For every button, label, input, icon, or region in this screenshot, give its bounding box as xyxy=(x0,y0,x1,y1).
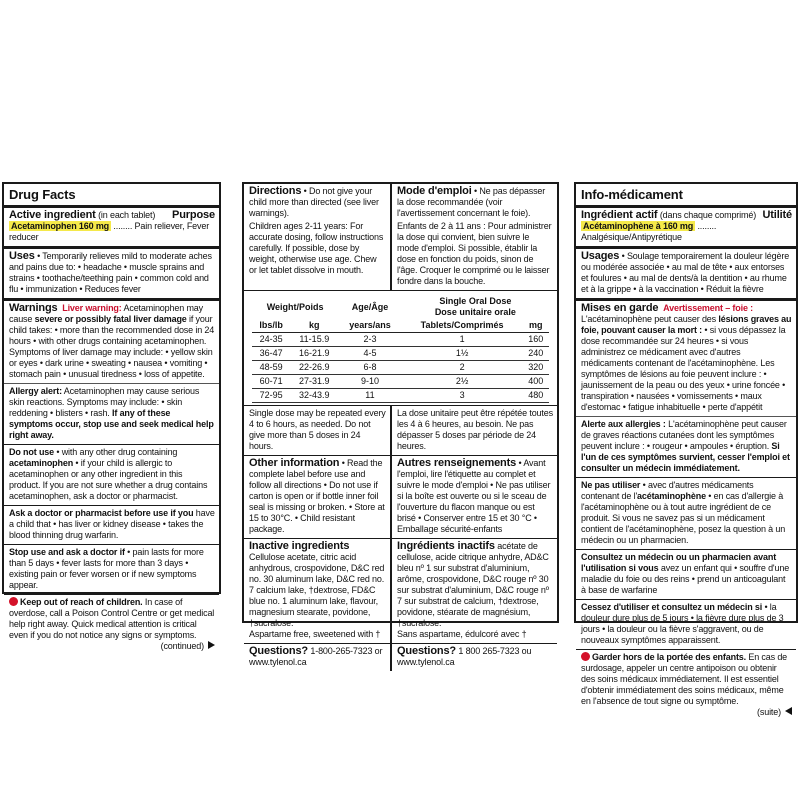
cell: 72-95 xyxy=(252,389,290,403)
other-info-section xyxy=(244,456,390,539)
do-not-use-heading: Do not use xyxy=(9,447,54,457)
do-not-use-text-fr: • avec d'autres médicaments contenant de l' xyxy=(581,480,754,501)
inactifs-heading: Ingrédients inactifs xyxy=(397,540,495,552)
cell: 22-26.9 xyxy=(290,361,338,375)
header-weight: Weight/Poids xyxy=(266,301,324,312)
panel-title: Drug Facts xyxy=(4,184,219,208)
cell: 32-43.9 xyxy=(290,389,338,403)
cell: 27-31.9 xyxy=(290,375,338,389)
uses-text-fr: • Soulage temporairement la douleur légère ou modérée associée • au mal de tête • aux entorses et foulures • au mal de dents/à la dentition • au rhume et à la grippe • à la vaccination • Réduit la fièvre xyxy=(581,251,790,294)
active-ingredient-section-fr xyxy=(576,208,796,249)
cell: 480 xyxy=(522,389,549,403)
directions-text: • Do not give your child more than directed (see liver warnings). xyxy=(249,186,379,218)
col-tablets: Tablets/Comprimés xyxy=(402,319,523,333)
questions-heading-fr: Questions? xyxy=(397,645,457,657)
header-age: Age/Âge xyxy=(351,301,389,312)
warnings-bold: severe or possibly fatal liver damage xyxy=(34,314,187,324)
mode-emploi-text: • Ne pas dépasser la dose recommandée (voir l'avertissement concernant le foie). xyxy=(397,186,546,218)
uses-text: • Temporarily relieves mild to moderate aches and pains due to: • headache • muscle sprains and strains • toothache/teething pain • common cold and flu • immunization • Reduces fever xyxy=(9,251,212,294)
ingredient-highlight-fr: Acétaminophène à 160 mg xyxy=(583,221,694,231)
warnings-text-fr: L'acétaminophène peut causer des xyxy=(581,314,719,324)
allergy-text-fr: L'acétaminophène peut causer de graves réactions cutanées dont les symptômes peuvent inclure : • rougeur • ampoules • éruption. xyxy=(581,419,787,451)
active-heading: Active ingredient xyxy=(9,209,96,221)
active-sub-fr: (dans chaque comprimé) xyxy=(659,210,757,220)
allergy-bold-fr: Si l'un de ces symptômes survient, cesser l'emploi et consulter un médecin immédiatement. xyxy=(581,441,790,473)
table-row xyxy=(252,347,549,361)
dosing-table xyxy=(252,295,549,403)
inactifs-text: acétate de cellulose, acide citrique anhydre, AD&C bleu nº 1 sur substrat d'aluminium, arôme, crospovidone, D&C rouge nº 30 sur substrat d'aluminium, D&C rouge nº 7 sur substrat de calcium, †dextrose, povidone, stéarate de magnésium, †sucralose. xyxy=(397,541,549,628)
repeat-dose-fr: La dose unitaire peut être répétée toutes les 4 à 6 heures, au besoin. Ne pas dépasser 5 doses par période de 24 heures. xyxy=(392,406,557,456)
allergy-text: Acetaminophen may cause serious skin reactions. Symptoms may include: • skin reddening • blisters • rash. xyxy=(9,386,200,418)
questions-text-fr: 1 800 265-7323 ou www.tylenol.ca xyxy=(397,646,532,667)
cell: 160 xyxy=(522,333,549,347)
questions-heading: Questions? xyxy=(249,645,309,657)
warnings-text: Acetaminophen may cause xyxy=(9,303,203,324)
drug-facts-panel xyxy=(2,182,221,651)
allergy-section xyxy=(4,384,219,445)
cell: 240 xyxy=(522,347,549,361)
purpose-label-fr: Utilité xyxy=(762,209,792,221)
do-not-use-text: • with any other drug containing xyxy=(54,447,178,457)
keep-out-section xyxy=(4,595,219,655)
stop-use-text: • pain lasts for more than 5 days • fever lasts for more than 3 days • existing pain or fever worsen or if new symptoms appear. xyxy=(9,547,204,590)
purpose-label: Purpose xyxy=(172,209,215,221)
purpose-text-fr: ........ Analgésique/Antipyrétique xyxy=(581,221,717,242)
cell: 2-3 xyxy=(338,333,401,347)
do-not-use-bold-fr: acétaminophène xyxy=(637,491,706,501)
mode-emploi-heading: Mode d'emploi xyxy=(397,185,472,197)
table-row xyxy=(252,333,549,347)
ingredient-highlight: Acetaminophen 160 mg xyxy=(11,221,110,231)
keep-out-heading-fr: Garder hors de la portée des enfants. xyxy=(592,652,746,662)
col-years: years/ans xyxy=(338,319,401,333)
cell: 4-5 xyxy=(338,347,401,361)
stop-use-heading-fr: Cessez d'utiliser et consultez un médecin si xyxy=(581,602,763,612)
mode-emploi-section xyxy=(392,184,557,290)
keep-out-section-fr xyxy=(576,650,796,721)
uses-heading-fr: Usages xyxy=(581,250,620,262)
warnings-heading: Warnings xyxy=(9,302,58,314)
stop-dot-icon xyxy=(581,652,590,661)
uses-section xyxy=(4,249,219,301)
ask-doctor-heading: Ask a doctor or pharmacist before use if you xyxy=(9,508,194,518)
cell: 3 xyxy=(402,389,523,403)
warnings-bold-fr: lésions graves au foie, pouvant causer la mort : xyxy=(581,314,792,335)
cell: 24-35 xyxy=(252,333,290,347)
col-kg: kg xyxy=(290,319,338,333)
questions-en-section xyxy=(244,644,390,671)
header-dose-fr: Dose unitaire orale xyxy=(434,307,516,317)
inactive-heading: Inactive ingredients xyxy=(249,540,350,552)
table-row xyxy=(252,375,549,389)
warnings-heading-fr: Mises en garde xyxy=(581,302,659,314)
do-not-use-bold: acetaminophen xyxy=(9,458,74,468)
uses-heading: Uses xyxy=(9,250,35,262)
active-ingredient-section xyxy=(4,208,219,249)
liver-warning-label-fr: Avertissement – foie : xyxy=(663,303,753,313)
autres-text: • Avant l'emploi, lire l'étiquette au complet et suivre le mode d'emploi • Ne pas utiliser si la boîte est ouverte ou si le sceau de l'ouverture du flacon manque ou est brisé • Conserver entre 15 et 30 °C • Emballage sécurité-enfants xyxy=(397,458,551,534)
keep-out-text: In case of overdose, call a Poison Control Centre or get medical help right away. Quick medical attention is critical even if you do not notice any signs or symptoms. xyxy=(9,597,215,640)
table-row xyxy=(252,389,549,403)
header-dose-en: Single Oral Dose xyxy=(439,296,512,306)
continued-label-fr: (suite) xyxy=(757,707,781,717)
warnings-text-2: if your child takes: • more than the recommended dose in 24 hours • with other drugs containing acetaminophen. Symptoms of liver damage may include: • yellow skin or eyes • dark urine • sweating • nausea • vomiting • stomach pain • unusual tiredness • loss of appetite. xyxy=(9,314,215,379)
stop-use-heading: Stop use and ask a doctor if xyxy=(9,547,125,557)
cell: 36-47 xyxy=(252,347,290,361)
allergy-bold: If any of these symptoms occur, stop use and seek medical help right away. xyxy=(9,408,214,440)
purpose-text: ........ Pain reliever, Fever reducer xyxy=(9,221,210,242)
ask-doctor-text-fr: avez un enfant qui • souffre d'une maladie du foie ou des reins • prend un anticoagulant à base de warfarine xyxy=(581,563,790,595)
warnings-section xyxy=(4,301,219,384)
mode-emploi-text-2: Enfants de 2 à 11 ans : Pour administrer la dose qui convient, bien suivre le mode d'emploi. Si possible, établir la dose en fonction du poids, sinon de l'âge. Croquer le comprimé ou le laisser fondre dans la bouche. xyxy=(397,221,552,286)
do-not-use-text-2: • if your child is allergic to acetaminophen or any other ingredient in this product. If you are not sure whether a drug contains acetaminophen, ask a doctor or pharmacist. xyxy=(9,458,208,501)
directions-heading: Directions xyxy=(249,185,302,197)
arrow-right-icon xyxy=(208,641,215,649)
col-mg: mg xyxy=(522,319,549,333)
cell: 2½ xyxy=(402,375,523,389)
repeat-dose-en: Single dose may be repeated every 4 to 6 hours, as needed. Do not give more than 5 doses in 24 hours. xyxy=(244,406,390,456)
dosing-table-wrap xyxy=(244,290,557,406)
do-not-use-heading-fr: Ne pas utiliser xyxy=(581,480,641,490)
active-heading-fr: Ingrédient actif xyxy=(581,209,658,221)
do-not-use-section-fr xyxy=(576,478,796,550)
inactive-text-2: Aspartame free, sweetened with † xyxy=(249,629,381,639)
cell: 1 xyxy=(402,333,523,347)
col-lbs: lbs/lb xyxy=(252,319,290,333)
inactive-text: Cellulose acetate, citric acid anhydrous, crospovidone, D&C red no. 30 aluminum lake, D&C red no. 7 calcium lake, †dextrose, FD&C blue no. 1 aluminum lake, flavour, magnesium stearate, povidone, †sucralose. xyxy=(249,552,385,628)
stop-dot-icon xyxy=(9,597,18,606)
panel-title-fr: Info-médicament xyxy=(576,184,796,208)
cell: 6-8 xyxy=(338,361,401,375)
stop-use-section xyxy=(4,545,219,595)
cell: 2 xyxy=(402,361,523,375)
active-sub: (in each tablet) xyxy=(98,210,156,220)
cell: 1½ xyxy=(402,347,523,361)
uses-section-fr xyxy=(576,249,796,301)
cell: 11-15.9 xyxy=(290,333,338,347)
stop-use-section-fr xyxy=(576,600,796,650)
continued-label: (continued) xyxy=(160,641,204,651)
ask-doctor-section-fr xyxy=(576,550,796,600)
autres-heading: Autres renseignements xyxy=(397,457,517,469)
ask-doctor-text: have a child that • has liver or kidney disease • takes the blood thinning drug warfarin. xyxy=(9,508,215,540)
stop-use-text-fr: • la douleur dure plus de 5 jours • la fièvre dure plus de 3 jours • la douleur ou la fièvre s'aggravent, ou de nouveaux symptômes apparaissent. xyxy=(581,602,784,645)
cell: 60-71 xyxy=(252,375,290,389)
autres-section xyxy=(392,456,557,539)
allergy-heading: Allergy alert: xyxy=(9,386,62,396)
keep-out-heading: Keep out of reach of children. xyxy=(20,597,143,607)
do-not-use-section xyxy=(4,445,219,506)
warnings-section-fr xyxy=(576,301,796,417)
cell: 9-10 xyxy=(338,375,401,389)
questions-text: 1-800-265-7323 or www.tylenol.ca xyxy=(249,646,383,667)
directions-panel xyxy=(242,182,559,667)
other-info-text: • Read the complete label before use and follow all directions • Do not use if carton is open or if bottle inner foil seal is missing or broken. • Store at 15 to 30°C. • Child resistant package. xyxy=(249,458,385,534)
info-medicament-panel xyxy=(574,182,798,717)
cell: 11 xyxy=(338,389,401,403)
inactive-section xyxy=(244,539,390,644)
cell: 400 xyxy=(522,375,549,389)
allergy-heading-fr: Alerte aux allergies : xyxy=(581,419,666,429)
other-info-heading: Other information xyxy=(249,457,340,469)
ask-doctor-section xyxy=(4,506,219,545)
directions-text-2: Children ages 2-11 years: For accurate dosing, follow instructions carefully. If possible, dose by weight, otherwise use age. Chew or let tablet dissolve in mouth. xyxy=(249,221,384,275)
cell: 16-21.9 xyxy=(290,347,338,361)
do-not-use-text-2-fr: • en cas d'allergie à l'acétaminophène ou à tout autre ingrédient de ce produit. Si vous ne savez pas si un médicament contient de l'acétaminophène, posez la question à un médecin ou un pharmacien. xyxy=(581,491,786,545)
ask-doctor-heading-fr: Consultez un médecin ou un pharmacien avant l'utilisation si vous xyxy=(581,552,777,573)
liver-warning-label: Liver warning: xyxy=(62,303,122,313)
cell: 48-59 xyxy=(252,361,290,375)
questions-fr-section xyxy=(392,644,557,671)
keep-out-text-fr: En cas de surdosage, appeler un centre antipoison ou obtenir des soins médicaux immédiatement. Il est essentiel d'obtenir immédiatement des soins médicaux, même en l'absence de tout signe ou symptôme. xyxy=(581,652,788,706)
directions-section xyxy=(244,184,390,279)
warnings-text-2-fr: • si vous dépassez la dose recommandée sur 24 heures • si vous administrez ce médicament avec d'autres médicaments contenant de l'acétaminophène. Les symptômes de lésions au foie peuvent inclure : • jaunissement de la peau ou des yeux • urine foncée • transpiration • nausées • vomissements • maux d'estomac • fatigue inhabituelle • perte d'appétit xyxy=(581,325,786,412)
header-dose xyxy=(402,295,549,319)
cell: 320 xyxy=(522,361,549,375)
inactifs-text-2: Sans aspartame, édulcoré avec † xyxy=(397,629,527,639)
inactifs-section xyxy=(392,539,557,644)
arrow-left-icon xyxy=(785,707,792,715)
table-row xyxy=(252,361,549,375)
allergy-section-fr xyxy=(576,417,796,478)
